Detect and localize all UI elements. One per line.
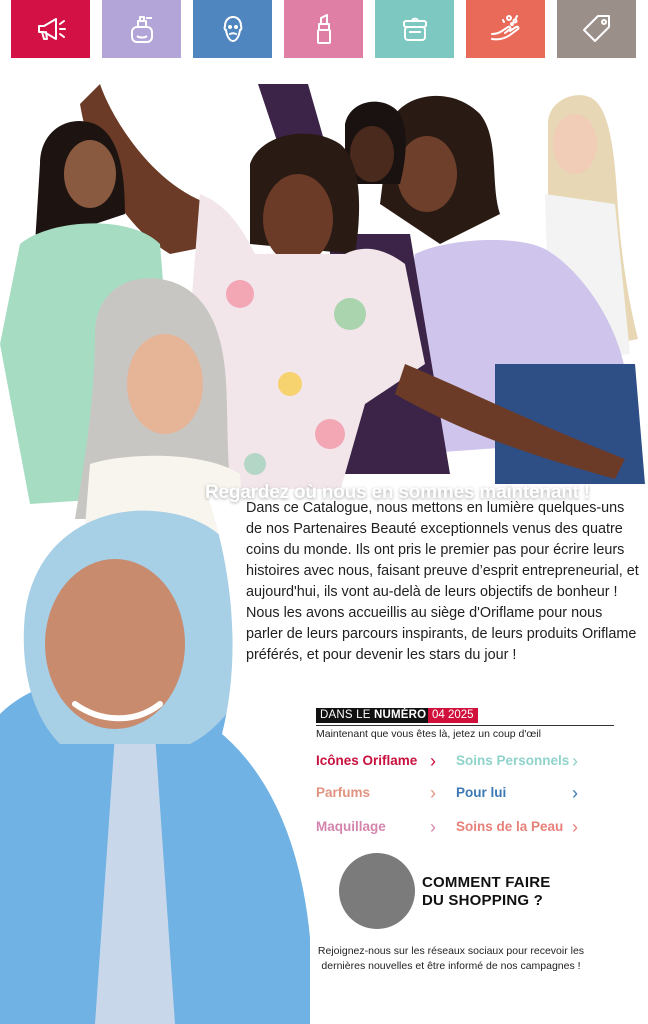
- chevron-right-icon: ›: [430, 817, 436, 837]
- megaphone-icon: [34, 12, 68, 46]
- chevron-right-icon: ›: [572, 783, 578, 803]
- intro-paragraph: Dans ce Catalogue, nous mettons en lumière quelques-uns de nos Partenaires Beauté exceptionnels venus des quatre coins du monde. Ils ont pris le premier pas pour écrire leurs histoires avec nous, faisant preuve d’esprit entrepreneurial, et aujourd'hui, ils vont au-delà de leurs objectifs de bonheur ! Nous les avons accueillis au siège d'Oriflame pour nous parler de leurs parcours inspirants, de leurs produits Oriflame préférés, et pour devenir les stars du jour !: [246, 500, 639, 663]
- issue-label-light: DANS LE: [320, 709, 375, 721]
- link-label: Soins Personnels: [456, 753, 570, 768]
- issue-header: [316, 708, 614, 726]
- link-pour-lui[interactable]: [456, 783, 586, 803]
- bearded-man-icon: [216, 12, 250, 46]
- shopping-title-line2: DU SHOPPING ?: [422, 892, 543, 909]
- link-label: Parfums: [316, 785, 371, 800]
- tile-offers[interactable]: [557, 0, 636, 58]
- link-label: Maquillage: [316, 819, 386, 834]
- chevron-right-icon: ›: [430, 783, 436, 803]
- issue-number: 04 2025: [428, 708, 478, 723]
- chevron-right-icon: ›: [572, 751, 578, 771]
- tile-campaigns[interactable]: [11, 0, 90, 58]
- issue-label-bold: NUMÉRO: [374, 709, 427, 721]
- social-media-note: Rejoignez-nous sur les réseaux sociaux pour recevoir les dernières nouvelles et être informé de nos campagnes !: [317, 945, 585, 972]
- link-label: Soins de la Peau: [456, 819, 564, 834]
- price-tag-icon: [580, 12, 614, 46]
- link-soins-de-la-peau[interactable]: [456, 817, 586, 837]
- lipstick-icon: [307, 12, 341, 46]
- link-soins-personnels[interactable]: [456, 751, 586, 771]
- link-maquillage[interactable]: [316, 817, 446, 837]
- shopping-video-circle[interactable]: [339, 853, 415, 929]
- hero-caption: Regardez où nous en sommes maintenant !: [205, 482, 590, 503]
- tile-fragrance[interactable]: [102, 0, 181, 58]
- chevron-right-icon: ›: [430, 751, 436, 771]
- tile-personal-care[interactable]: [375, 0, 454, 58]
- link-parfums[interactable]: [316, 783, 446, 803]
- tile-for-him[interactable]: [193, 0, 272, 58]
- perfume-bottle-icon: [125, 12, 159, 46]
- tile-skincare[interactable]: [466, 0, 545, 58]
- hand-splash-icon: [489, 12, 523, 46]
- issue-label: [316, 708, 430, 723]
- link-label: Pour lui: [456, 785, 507, 800]
- link-icones-oriflame[interactable]: [316, 751, 446, 771]
- chevron-right-icon: ›: [572, 817, 578, 837]
- link-label: Icônes Oriflame: [316, 753, 418, 768]
- shopping-title-line1: COMMENT FAIRE: [422, 874, 551, 891]
- cream-jar-icon: [398, 12, 432, 46]
- category-nav: [0, 0, 648, 58]
- tile-makeup[interactable]: [284, 0, 363, 58]
- shopping-title[interactable]: [422, 874, 592, 910]
- issue-subtitle: Maintenant que vous êtes là, jetez un coup d'œil: [316, 728, 541, 740]
